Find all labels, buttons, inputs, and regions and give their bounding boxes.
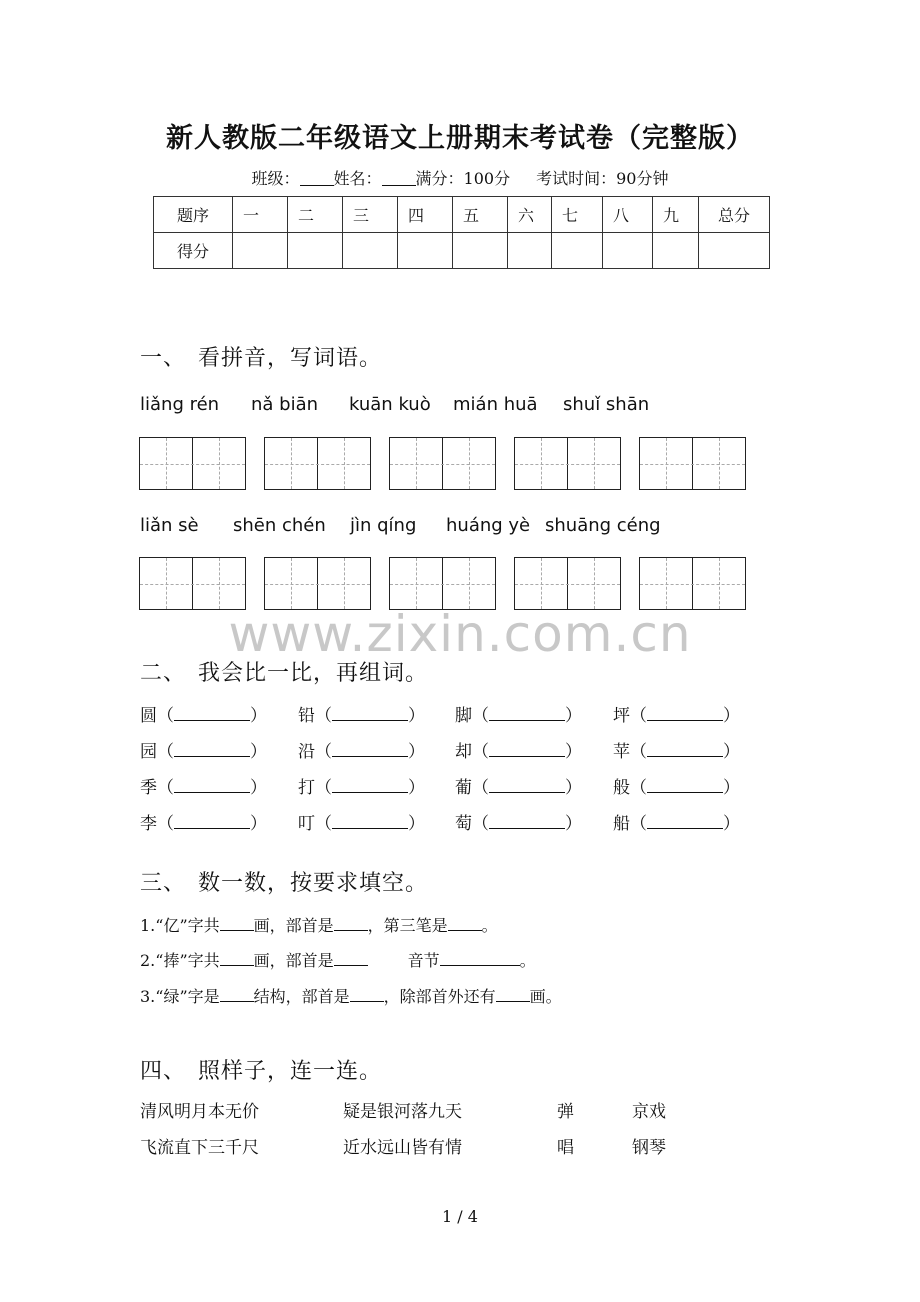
pinyin-label: huáng yè [446,515,531,536]
word-item[interactable]: 叮（ ） [298,814,425,834]
word-item[interactable]: 园（ ） [140,742,267,762]
match-item[interactable]: 疑是银河落九天 [343,1102,462,1122]
answer-blank[interactable] [440,951,520,966]
word-item[interactable]: 苹（ ） [613,742,740,762]
writing-grid-box[interactable] [389,557,496,610]
score-cell[interactable] [233,233,288,269]
match-item[interactable]: 弹 [557,1102,574,1122]
score-cell[interactable] [453,233,508,269]
question-2: 2.“捧”字共 画，部首是 音节 。 [140,951,536,970]
writing-grid-box[interactable] [389,437,496,490]
pinyin-label: shuǐ shān [563,394,650,415]
class-blank[interactable] [300,169,334,186]
pinyin-label: mián huā [453,394,538,415]
writing-grid-box[interactable] [639,437,746,490]
match-item[interactable]: 飞流直下三千尺 [140,1138,259,1158]
pinyin-label: shuāng céng [545,515,661,536]
full-score: 满分：100分 [415,169,511,188]
score-cell[interactable] [699,233,770,269]
section1-heading: 一、 看拼音，写词语。 [140,346,383,371]
word-item[interactable]: 脚（ ） [455,706,582,726]
answer-blank[interactable] [220,987,254,1002]
word-item[interactable]: 铅（ ） [298,706,425,726]
score-cell[interactable] [603,233,653,269]
table-cell: 题序 [154,197,233,233]
word-item[interactable]: 李（ ） [140,814,267,834]
table-cell: 九 [653,197,699,233]
writing-grid-box[interactable] [139,437,246,490]
match-item[interactable]: 钢琴 [632,1138,666,1158]
question-3: 3.“绿”字是 结构，部首是 ，除部首外还有 画。 [140,987,562,1006]
pinyin-label: liǎn sè [140,515,199,536]
score-table-score-row [154,233,770,269]
word-item[interactable]: 坪（ ） [613,706,740,726]
writing-grid-box[interactable] [264,437,371,490]
word-item[interactable]: 萄（ ） [455,814,582,834]
table-cell: 八 [603,197,653,233]
section3-heading: 三、 数一数，按要求填空。 [140,871,429,896]
section2-heading: 二、 我会比一比，再组词。 [140,661,429,686]
match-item[interactable]: 清风明月本无价 [140,1102,259,1122]
word-item[interactable]: 沿（ ） [298,742,425,762]
table-cell: 六 [508,197,552,233]
score-cell[interactable] [343,233,398,269]
word-item[interactable]: 打（ ） [298,778,425,798]
score-table-header-row [154,197,770,233]
writing-grid-box[interactable] [639,557,746,610]
section4-heading: 四、 照样子，连一连。 [140,1059,383,1084]
table-cell: 七 [552,197,603,233]
score-cell[interactable] [508,233,552,269]
answer-blank[interactable] [350,987,384,1002]
name-blank[interactable] [382,169,416,186]
word-item[interactable]: 圆（ ） [140,706,267,726]
table-cell: 一 [233,197,288,233]
match-item[interactable]: 京戏 [632,1102,666,1122]
writing-grid-box[interactable] [514,557,621,610]
watermark: www.zixin.com.cn [228,605,692,663]
writing-grid-box[interactable] [139,557,246,610]
score-cell[interactable] [288,233,343,269]
class-label: 班级： [251,169,300,188]
score-cell[interactable] [552,233,603,269]
word-item[interactable]: 季（ ） [140,778,267,798]
answer-blank[interactable] [496,987,530,1002]
table-cell: 总分 [699,197,770,233]
answer-blank[interactable] [334,916,368,931]
table-cell: 五 [453,197,508,233]
pinyin-label: jìn qíng [350,515,417,536]
score-cell[interactable] [653,233,699,269]
exam-info [0,166,920,189]
word-item[interactable]: 葡（ ） [455,778,582,798]
writing-grid-box[interactable] [514,437,621,490]
score-cell[interactable] [398,233,453,269]
pinyin-label: kuān kuò [349,394,431,415]
pinyin-label: shēn chén [233,515,326,536]
pinyin-label: liǎng rén [140,394,220,415]
answer-blank[interactable] [334,951,368,966]
name-label: 姓名： [333,169,382,188]
match-item[interactable]: 近水远山皆有情 [343,1138,462,1158]
writing-grid-box[interactable] [264,557,371,610]
page-number: 1 / 4 [442,1207,478,1226]
exam-time: 考试时间：90分钟 [536,169,669,188]
question-1: 1.“亿”字共 画，部首是 ，第三笔是 。 [140,916,498,935]
pinyin-label: nǎ biān [251,394,319,415]
table-cell: 二 [288,197,343,233]
table-cell: 三 [343,197,398,233]
match-item[interactable]: 唱 [557,1138,574,1158]
answer-blank[interactable] [220,916,254,931]
word-item[interactable]: 船（ ） [613,814,740,834]
table-cell: 四 [398,197,453,233]
answer-blank[interactable] [448,916,482,931]
word-item[interactable]: 却（ ） [455,742,582,762]
word-item[interactable]: 般（ ） [613,778,740,798]
answer-blank[interactable] [220,951,254,966]
score-table [153,196,770,269]
exam-title: 新人教版二年级语文上册期末考试卷（完整版） [166,123,754,154]
table-cell: 得分 [154,233,233,269]
